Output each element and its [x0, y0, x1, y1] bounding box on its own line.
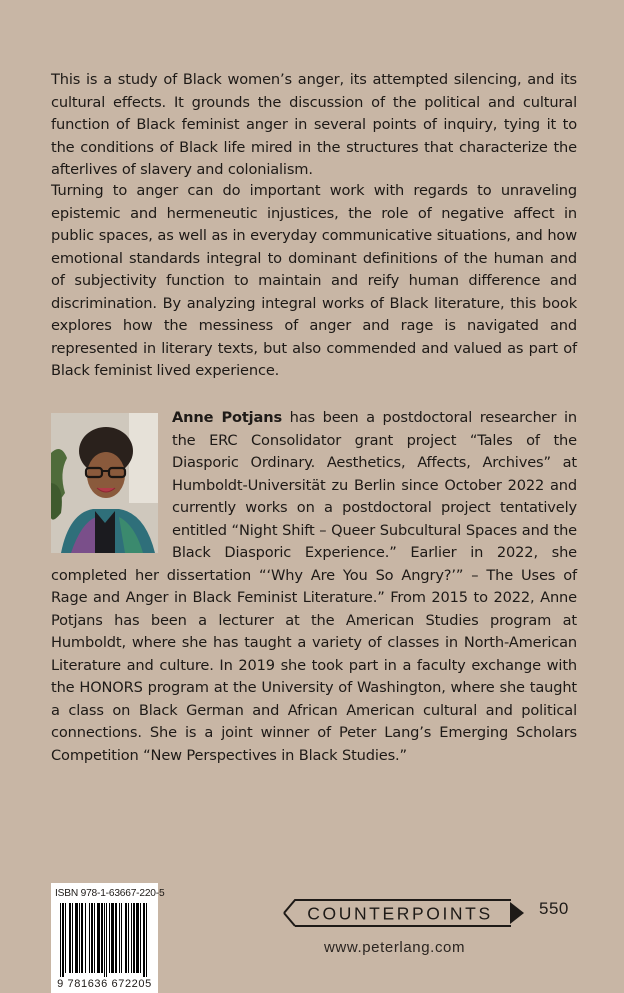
author-bio-text: has been a postdoctoral researcher in the ERC Consolidator grant project “Tales of the Diasporic Ordinary. Aesthetics, Affects, Archives” at Humboldt-Universität zu Berlin since October 2022 and currently works on a postdoctoral project tentatively entitled “Night Shift – Queer Subcultural Spaces and the Black Diasporic Experience.” Earlier in 2022, she completed her dissertation “‘Why Are You So Angry?’” – The Uses of Rage and Anger in Black Feminist Literature.” From 2015 to 2022, Anne Potjans has been a lecturer at the American Studies program at Humboldt, where she has taught a variety of classes in North-American Literature and culture. In 2019 she took part in a faculty exchange with the HONORS program at the University of Washington, where she taught a class on Black German and African American cultural and political connections. She is a joint winner of Peter Lang’s Emerging Scholars Competition “New Perspectives in Black Studies.” — [51, 409, 577, 764]
barcode-digits: 9 781636 672205 — [57, 978, 152, 990]
author-photo — [51, 413, 158, 553]
description-paragraph-1: This is a study of Black women’s anger, its attempted silencing, and its cultural effects. It grounds the discussion of the political and cultural function of Black feminist anger in several points of inquiry, tying it to the conditions of Black life mired in the structures that characterize the afterlives of slavery and colonialism. — [51, 71, 577, 178]
publisher-website: www.peterlang.com — [324, 939, 466, 956]
isbn-barcode — [51, 883, 165, 993]
series-number: 550 — [539, 899, 569, 918]
barcode-bars — [51, 883, 165, 993]
series-name: COUNTERPOINTS — [307, 903, 493, 924]
author-bio — [51, 407, 577, 767]
counterpoints-series-logo — [281, 896, 527, 930]
description-paragraph-2: Turning to anger can do important work with regards to unraveling epistemic and hermeneutic injustices, the role of negative affect in public spaces, as well as in everyday communicative situations, and how emotional standards integral to dominant definitions of the human and of subjectivity function to maintain and reify human difference and discrimination. By analyzing integral works of Black literature, this book explores how the messiness of anger and rage is navigated and represented in literary texts, but also commended and valued as part of Black feminist lived experience. — [51, 182, 577, 379]
isbn-label: ISBN 978-1-63667-220-5 — [55, 888, 165, 899]
author-name: Anne Potjans — [172, 409, 283, 426]
